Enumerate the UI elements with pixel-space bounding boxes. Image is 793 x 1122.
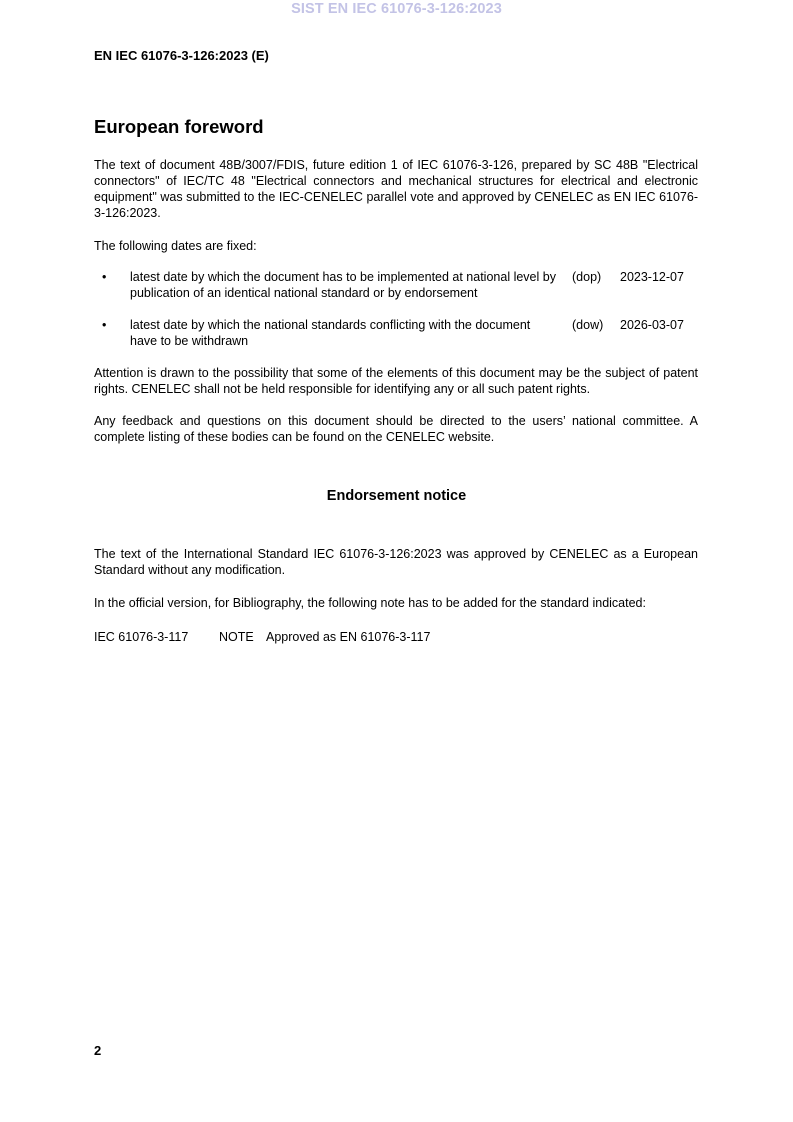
date-item-date: 2023-12-07 (620, 270, 684, 284)
bullet-marker: • (102, 270, 107, 284)
dates-intro: The following dates are fixed: (94, 239, 257, 253)
date-item-description: latest date by which the document has to be implemented at national level by publication of an identical national standard or by endorsement (130, 270, 556, 300)
page-number: 2 (94, 1043, 102, 1058)
date-item-description: latest date by which the national standards conflicting with the document have to be withdrawn (130, 318, 531, 348)
date-item-abbreviation: (dop) (572, 270, 602, 284)
foreword-intro-paragraph: The text of document 48B/3007/FDIS, future edition 1 of IEC 61076-3-126, prepared by SC 48B "Electrical connectors" of IEC/TC 48 "Electrical connectors and mechanical structures for electrical and electronic equipment" was submitted to the IEC-CENELEC parallel vote and approved by CENELEC as EN IEC 61076-3-126:2023. (94, 158, 698, 220)
document-id-header: EN IEC 61076-3-126:2023 (E) (94, 48, 269, 63)
date-item-date: 2026-03-07 (620, 318, 684, 332)
endorsement-title: Endorsement notice (326, 488, 467, 504)
patent-notice-paragraph: Attention is drawn to the possibility that some of the elements of this document may be the subject of patent rights. CENELEC shall not be held responsible for identifying any or all such patent rights. (94, 366, 698, 396)
bibliography-intro: In the official version, for Bibliography, the following note has to be added for the standard indicated: (94, 596, 646, 610)
date-item-dop (94, 269, 698, 303)
date-item-dow (94, 317, 698, 351)
foreword-title: European foreword (94, 116, 264, 137)
date-item-abbreviation: (dow) (572, 318, 604, 332)
feedback-paragraph: Any feedback and questions on this document should be directed to the users’ national committee. A complete listing of these bodies can be found on the CENELEC website. (94, 414, 698, 444)
endorsement-text-paragraph: The text of the International Standard IEC 61076-3-126:2023 was approved by CENELEC as a European Standard without any modification. (94, 547, 698, 577)
note-reference: IEC 61076-3-117 (94, 630, 189, 644)
note-text: Approved as EN 61076-3-117 (266, 630, 431, 644)
watermark: SIST EN IEC 61076-3-126:2023 (291, 1, 502, 17)
note-label: NOTE (219, 630, 254, 644)
bullet-marker: • (102, 318, 107, 332)
